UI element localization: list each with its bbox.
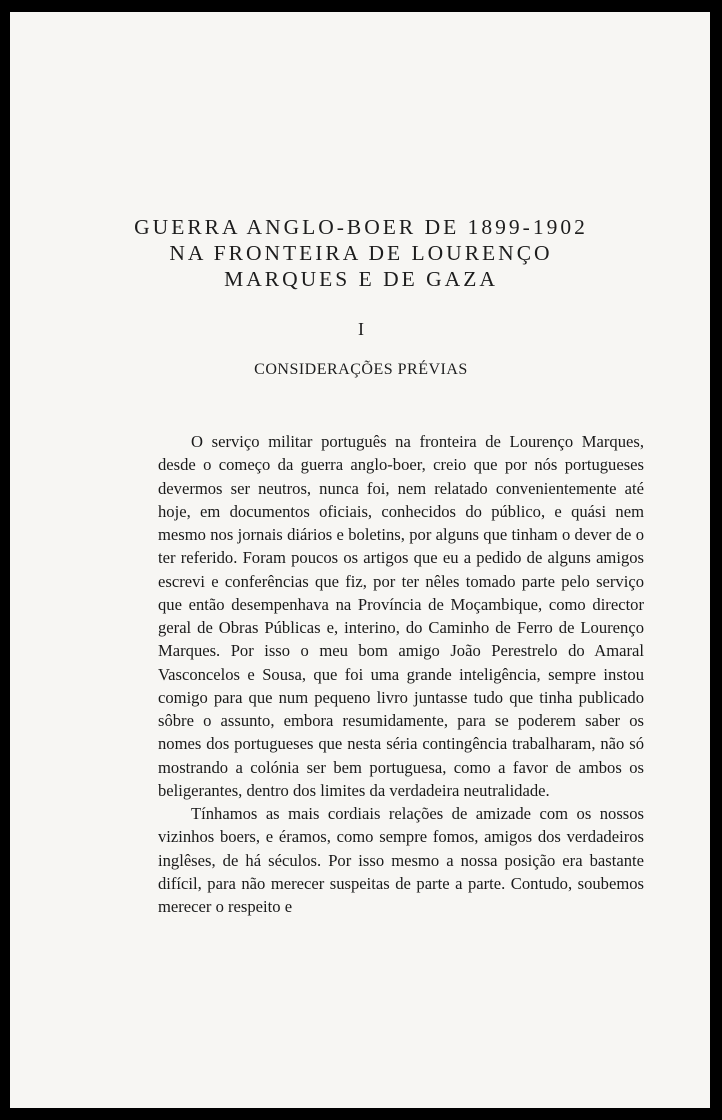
title-line-3: MARQUES E DE GAZA: [224, 267, 498, 291]
paragraph-1: O serviço militar português na fronteira de Lourenço Marques, desde o começo da guerra anglo-boer, creio que por nós portugueses devermos ser neutros, nunca foi, nem relatado convenientemente até hoje, em documentos oficiais, conhecidos do público, e quási nem mesmo nos jornais diários e boletins, por alguns que tinham o dever de o ter referido. Foram poucos os artigos que eu a pedido de alguns amigos escrevi e conferências que fiz, por ter nêles tomado parte pelo serviço que então desempenhava na Província de Moçambique, como director geral de Obras Públicas e, interino, do Caminho de Ferro de Lourenço Marques. Por isso o meu bom amigo João Perestrelo do Amaral Vasconcelos e Sousa, que foi uma grande inteligência, sempre instou comigo para que num pequeno livro juntasse tudo que tinha publicado sôbre o assunto, embora resumidamente, para se poderem saber os nomes dos portugueses que nesta séria contingência trabalharam, não só mostrando a colónia ser bem portuguesa, como a favor de ambos os beligerantes, dentro dos limites da verdadeira neutralidade.: [158, 432, 644, 800]
title-line-1: GUERRA ANGLO-BOER DE 1899-1902: [134, 215, 588, 239]
body-text: [158, 430, 644, 918]
title-line-2: NA FRONTEIRA DE LOURENÇO: [169, 241, 553, 265]
chapter-number: I: [358, 319, 364, 339]
paragraph-2: Tínhamos as mais cordiais relações de amizade com os nossos vizinhos boers, e éramos, como sempre fomos, amigos dos verdadeiros inglêses, de há séculos. Por isso mesmo a nossa posição era bastante difícil, para não merecer suspeitas de parte a parte. Contudo, soubemos merecer o respeito e: [158, 804, 644, 916]
chapter-title: CONSIDERAÇÕES PRÉVIAS: [254, 361, 468, 378]
document-page: [10, 12, 710, 1108]
title-block: [10, 214, 710, 380]
